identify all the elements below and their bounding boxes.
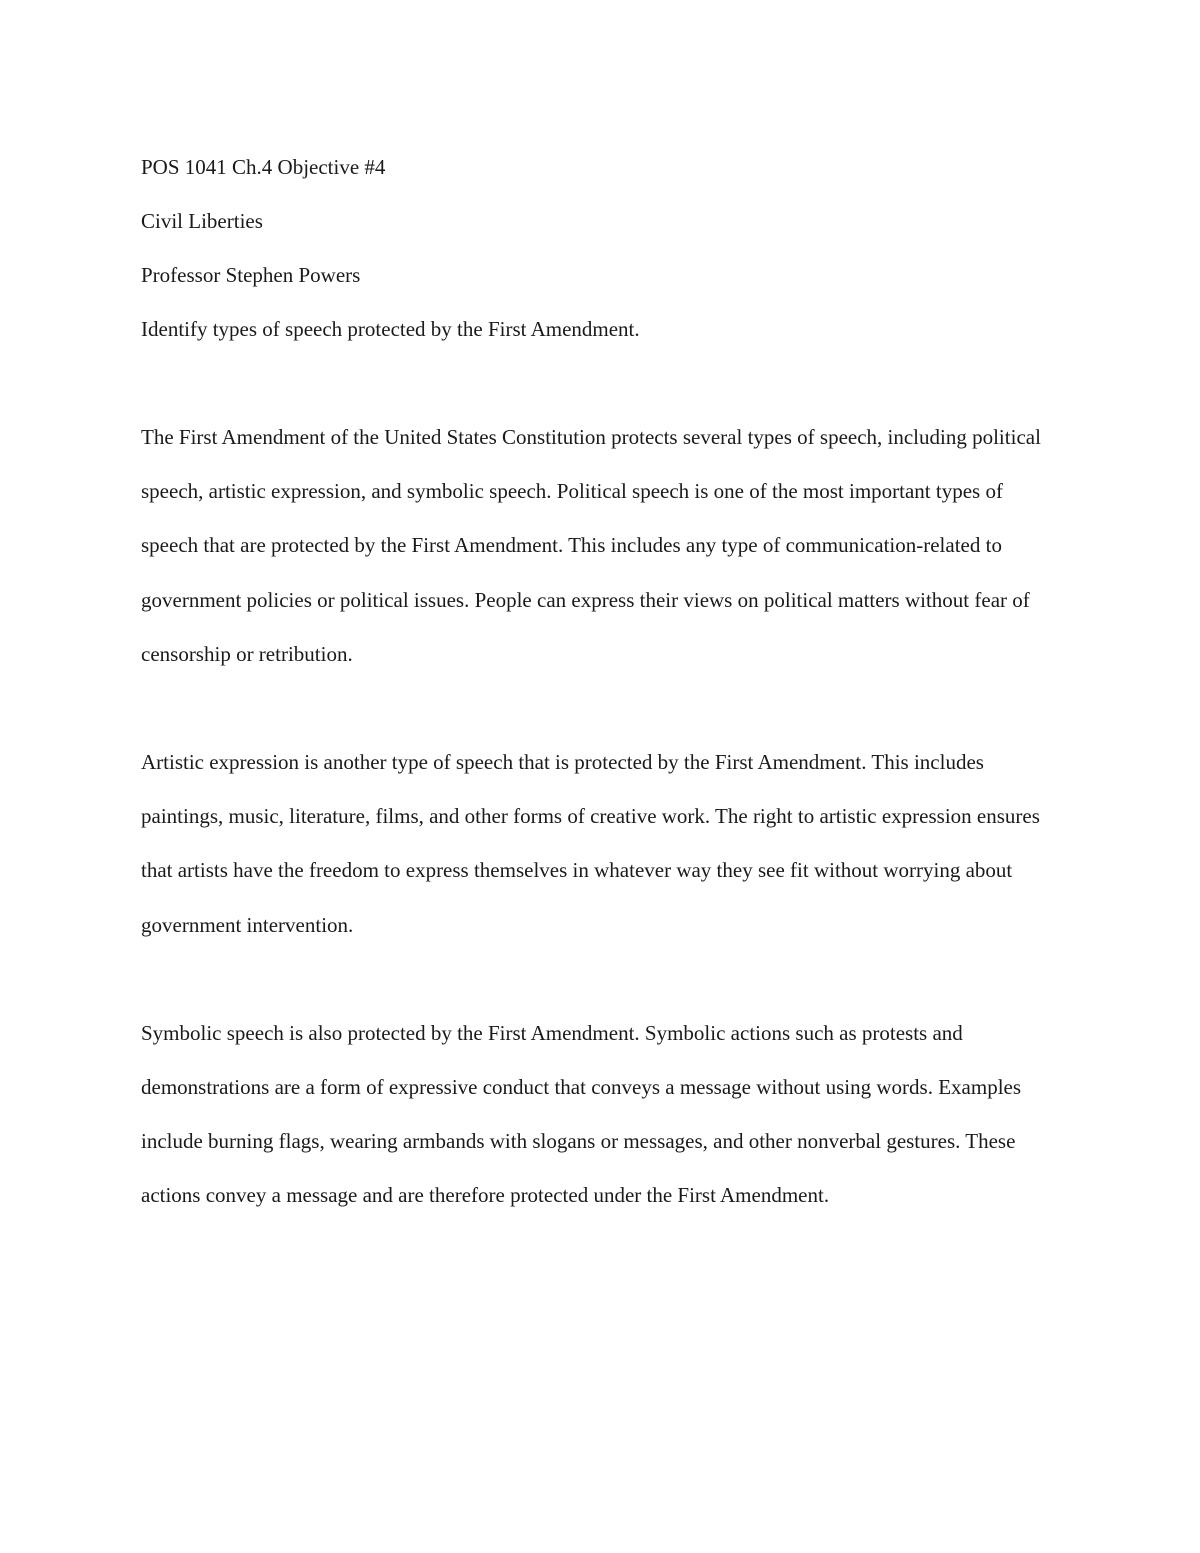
professor-name: Professor Stephen Powers: [141, 263, 361, 287]
paragraph-symbolic-speech: Symbolic speech is also protected by the First Amendment. Symbolic actions such as protests and demonstrations are a form of expressive conduct that conveys a message without using words. Examples include burning flags, wearing armbands with slogans or messages, and other nonverbal gestures. These actions convey a message and are therefore protected under the First Amendment.: [141, 1020, 1022, 1208]
document-content: [141, 140, 1061, 1223]
topic-title: Civil Liberties: [141, 209, 263, 233]
paragraph-gap: [141, 952, 1061, 1006]
paragraph-political-speech: The First Amendment of the United States Constitution protects several types of speech, including political speech, artistic expression, and symbolic speech. Political speech is one of the most important types of speech that are protected by the First Amendment. This includes any type of communication-related to government policies or political issues. People can express their views on political matters without fear of censorship or retribution.: [141, 425, 1041, 666]
paragraph-gap: [141, 681, 1061, 735]
section-spacer: [141, 356, 1061, 410]
assignment-prompt: Identify types of speech protected by the First Amendment.: [141, 317, 640, 341]
paragraph-artistic-expression: Artistic expression is another type of speech that is protected by the First Amendment. This includes paintings, music, literature, films, and other forms of creative work. The right to artistic expression ensures that artists have the freedom to express themselves in whatever way they see fit without worrying about government intervention.: [141, 750, 1040, 937]
course-title: POS 1041 Ch.4 Objective #4: [141, 155, 386, 179]
